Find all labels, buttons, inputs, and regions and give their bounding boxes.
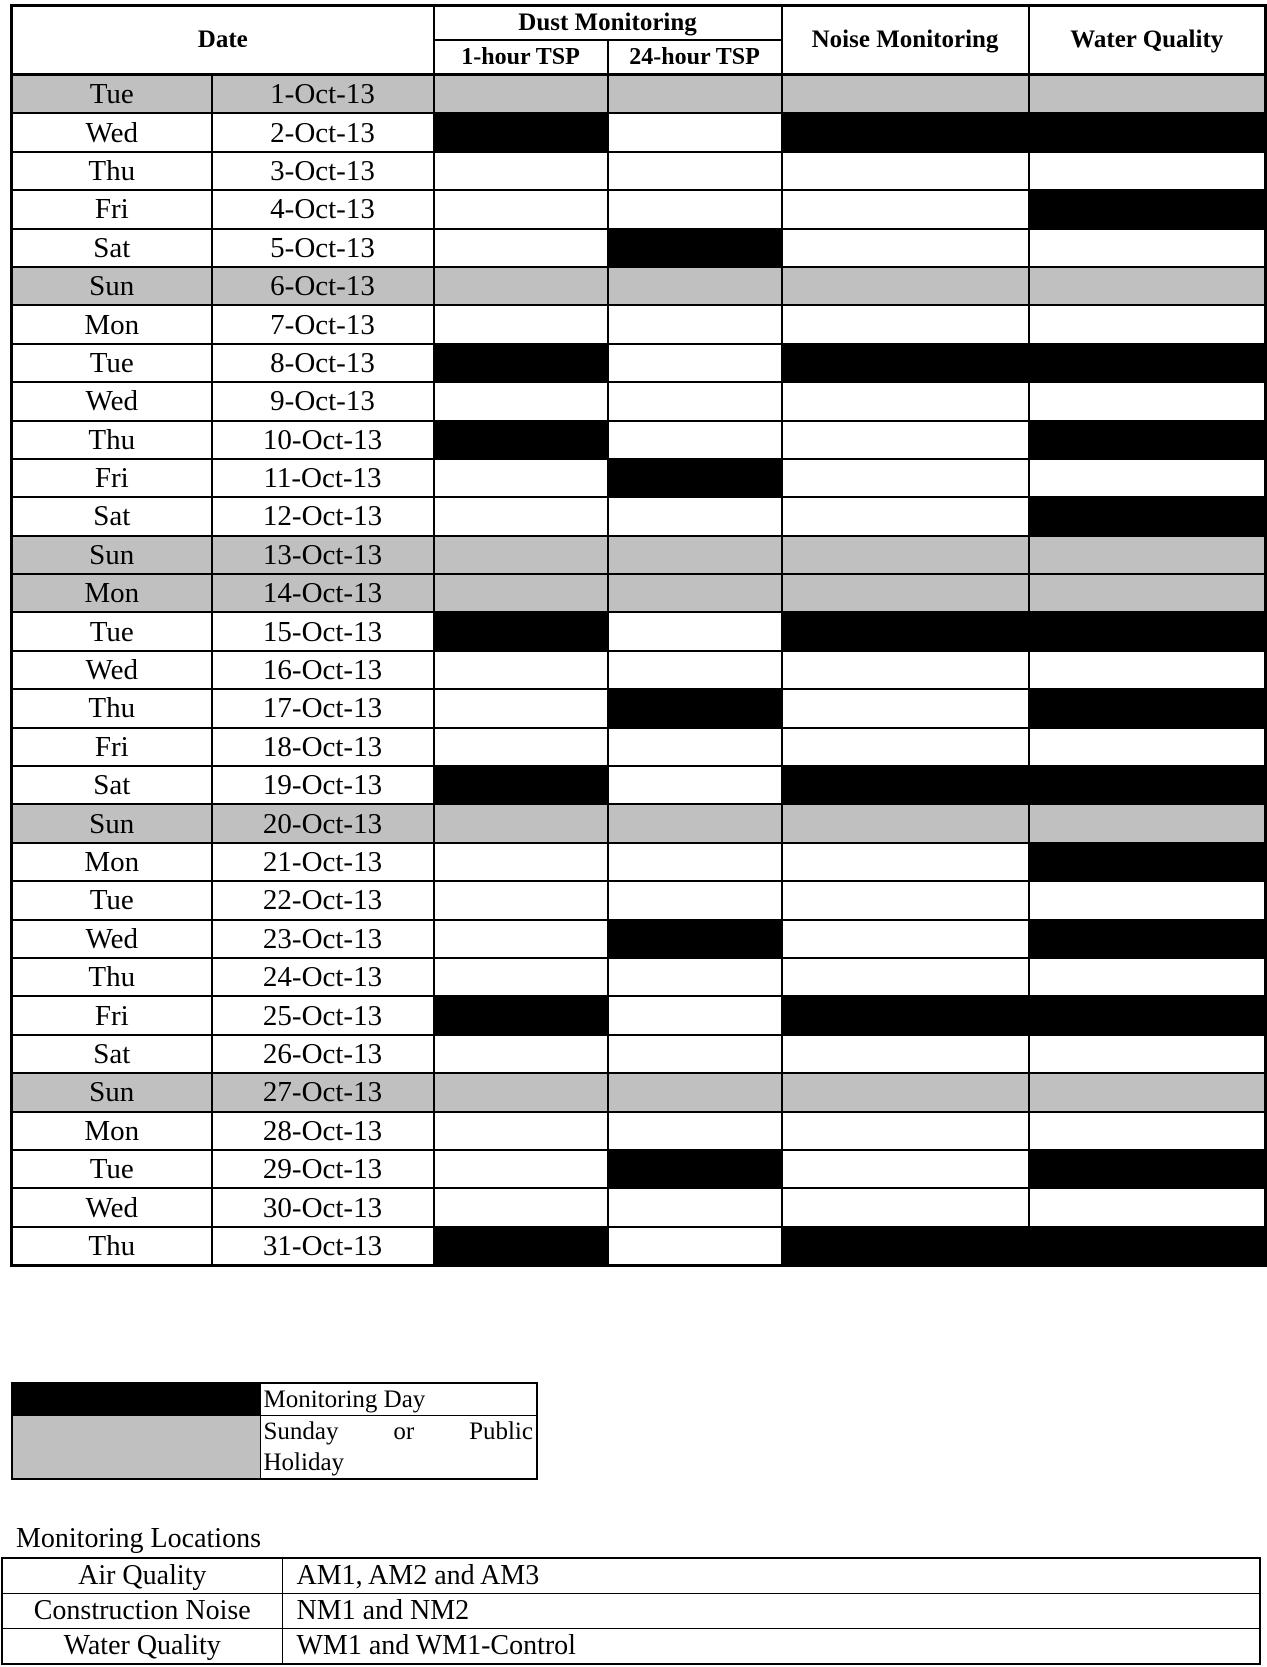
day-cell: Sun <box>12 804 212 842</box>
day-cell: Fri <box>12 459 212 497</box>
tsp-1-hour-cell <box>434 113 608 151</box>
tsp-24-hour-cell <box>608 190 782 228</box>
tsp-1-hour-cell <box>434 920 608 958</box>
tsp-24-hour-cell <box>608 1073 782 1111</box>
water-cell <box>1029 766 1266 804</box>
schedule-row <box>12 574 1266 612</box>
date-cell: 24-Oct-13 <box>212 958 434 996</box>
schedule-row <box>12 651 1266 689</box>
monitoring-locations-title: Monitoring Locations <box>16 1523 261 1554</box>
day-cell: Sun <box>12 267 212 305</box>
schedule-row <box>12 612 1266 650</box>
noise-cell <box>782 305 1029 343</box>
tsp-1-hour-cell <box>434 1150 608 1188</box>
schedule-row <box>12 113 1266 151</box>
water-cell <box>1029 843 1266 881</box>
water-cell <box>1029 459 1266 497</box>
monitoring-locations-table <box>1 1557 1261 1665</box>
noise-cell <box>782 1035 1029 1073</box>
date-cell: 29-Oct-13 <box>212 1150 434 1188</box>
schedule-row <box>12 152 1266 190</box>
date-cell: 21-Oct-13 <box>212 843 434 881</box>
noise-cell <box>782 113 1029 151</box>
noise-cell <box>782 766 1029 804</box>
schedule-row <box>12 728 1266 766</box>
water-cell <box>1029 574 1266 612</box>
water-cell <box>1029 881 1266 919</box>
water-cell <box>1029 305 1266 343</box>
day-cell: Mon <box>12 843 212 881</box>
header-dust-monitoring: Dust Monitoring <box>434 6 782 41</box>
noise-cell <box>782 1188 1029 1226</box>
schedule-row <box>12 920 1266 958</box>
location-category: Water Quality <box>2 1629 282 1665</box>
noise-cell <box>782 382 1029 420</box>
day-cell: Fri <box>12 190 212 228</box>
date-cell: 11-Oct-13 <box>212 459 434 497</box>
tsp-24-hour-cell <box>608 689 782 727</box>
schedule-row <box>12 804 1266 842</box>
legend-monitoring-day: Monitoring Day <box>260 1383 537 1416</box>
day-cell: Mon <box>12 305 212 343</box>
tsp-24-hour-cell <box>608 612 782 650</box>
tsp-1-hour-cell <box>434 497 608 535</box>
water-cell <box>1029 229 1266 267</box>
day-cell: Tue <box>12 881 212 919</box>
tsp-1-hour-cell <box>434 536 608 574</box>
water-cell <box>1029 421 1266 459</box>
day-cell: Thu <box>12 958 212 996</box>
schedule-row <box>12 75 1266 114</box>
location-row <box>2 1594 1260 1629</box>
tsp-24-hour-cell <box>608 1150 782 1188</box>
noise-cell <box>782 190 1029 228</box>
tsp-24-hour-cell <box>608 804 782 842</box>
tsp-24-hour-cell <box>608 1035 782 1073</box>
tsp-24-hour-cell <box>608 843 782 881</box>
day-cell: Tue <box>12 612 212 650</box>
date-cell: 12-Oct-13 <box>212 497 434 535</box>
tsp-24-hour-cell <box>608 497 782 535</box>
date-cell: 28-Oct-13 <box>212 1112 434 1150</box>
tsp-1-hour-cell <box>434 689 608 727</box>
water-cell <box>1029 536 1266 574</box>
legend-word: Sunday <box>263 1418 339 1445</box>
water-cell <box>1029 497 1266 535</box>
noise-cell <box>782 459 1029 497</box>
day-cell: Sun <box>12 536 212 574</box>
date-cell: 3-Oct-13 <box>212 152 434 190</box>
water-cell <box>1029 1035 1266 1073</box>
schedule-row <box>12 1073 1266 1111</box>
location-category: Air Quality <box>2 1558 282 1594</box>
tsp-24-hour-cell <box>608 421 782 459</box>
day-cell: Mon <box>12 574 212 612</box>
tsp-1-hour-cell <box>434 1112 608 1150</box>
day-cell: Thu <box>12 689 212 727</box>
tsp-1-hour-cell <box>434 344 608 382</box>
noise-cell <box>782 920 1029 958</box>
schedule-row <box>12 459 1266 497</box>
tsp-24-hour-cell <box>608 651 782 689</box>
water-cell <box>1029 382 1266 420</box>
date-cell: 20-Oct-13 <box>212 804 434 842</box>
noise-cell <box>782 689 1029 727</box>
date-cell: 22-Oct-13 <box>212 881 434 919</box>
tsp-24-hour-cell <box>608 1188 782 1226</box>
header-1-hour-tsp: 1-hour TSP <box>434 40 608 75</box>
day-cell: Wed <box>12 920 212 958</box>
noise-cell <box>782 1073 1029 1111</box>
schedule-row <box>12 497 1266 535</box>
water-cell <box>1029 651 1266 689</box>
noise-cell <box>782 651 1029 689</box>
water-cell <box>1029 612 1266 650</box>
tsp-1-hour-cell <box>434 881 608 919</box>
tsp-24-hour-cell <box>608 75 782 114</box>
day-cell: Sun <box>12 1073 212 1111</box>
water-cell <box>1029 75 1266 114</box>
noise-cell <box>782 728 1029 766</box>
water-cell <box>1029 1073 1266 1111</box>
tsp-24-hour-cell <box>608 459 782 497</box>
tsp-24-hour-cell <box>608 574 782 612</box>
schedule-row <box>12 1227 1266 1266</box>
schedule-row <box>12 305 1266 343</box>
day-cell: Wed <box>12 1188 212 1226</box>
noise-cell <box>782 1150 1029 1188</box>
tsp-24-hour-cell <box>608 958 782 996</box>
noise-cell <box>782 958 1029 996</box>
date-cell: 23-Oct-13 <box>212 920 434 958</box>
noise-cell <box>782 612 1029 650</box>
schedule-row <box>12 1035 1266 1073</box>
tsp-24-hour-cell <box>608 996 782 1034</box>
date-cell: 25-Oct-13 <box>212 996 434 1034</box>
noise-cell <box>782 1227 1029 1266</box>
water-cell <box>1029 958 1266 996</box>
tsp-1-hour-cell <box>434 651 608 689</box>
date-cell: 8-Oct-13 <box>212 344 434 382</box>
schedule-row <box>12 344 1266 382</box>
tsp-1-hour-cell <box>434 843 608 881</box>
water-cell <box>1029 728 1266 766</box>
water-cell <box>1029 1227 1266 1266</box>
noise-cell <box>782 881 1029 919</box>
water-cell <box>1029 1188 1266 1226</box>
header-date: Date <box>12 6 434 75</box>
legend <box>11 1382 538 1480</box>
day-cell: Sat <box>12 229 212 267</box>
location-stations: WM1 and WM1-Control <box>282 1629 1260 1665</box>
tsp-24-hour-cell <box>608 344 782 382</box>
schedule-row <box>12 421 1266 459</box>
day-cell: Thu <box>12 1227 212 1266</box>
schedule-row <box>12 689 1266 727</box>
schedule-row <box>12 229 1266 267</box>
schedule-row <box>12 1112 1266 1150</box>
water-cell <box>1029 190 1266 228</box>
header-24-hour-tsp: 24-hour TSP <box>608 40 782 75</box>
noise-cell <box>782 804 1029 842</box>
date-cell: 17-Oct-13 <box>212 689 434 727</box>
noise-cell <box>782 267 1029 305</box>
noise-cell <box>782 574 1029 612</box>
monitoring-schedule-table <box>10 4 1267 1267</box>
noise-cell <box>782 344 1029 382</box>
water-cell <box>1029 1150 1266 1188</box>
date-cell: 1-Oct-13 <box>212 75 434 114</box>
date-cell: 13-Oct-13 <box>212 536 434 574</box>
water-cell <box>1029 804 1266 842</box>
schedule-row <box>12 382 1266 420</box>
day-cell: Mon <box>12 1112 212 1150</box>
day-cell: Thu <box>12 152 212 190</box>
tsp-24-hour-cell <box>608 305 782 343</box>
tsp-1-hour-cell <box>434 152 608 190</box>
day-cell: Fri <box>12 996 212 1034</box>
tsp-24-hour-cell <box>608 1227 782 1266</box>
header-noise-monitoring: Noise Monitoring <box>782 6 1029 75</box>
tsp-1-hour-cell <box>434 804 608 842</box>
noise-cell <box>782 1112 1029 1150</box>
day-cell: Sat <box>12 497 212 535</box>
tsp-24-hour-cell <box>608 536 782 574</box>
tsp-1-hour-cell <box>434 996 608 1034</box>
tsp-1-hour-cell <box>434 766 608 804</box>
date-cell: 15-Oct-13 <box>212 612 434 650</box>
noise-cell <box>782 536 1029 574</box>
tsp-24-hour-cell <box>608 113 782 151</box>
tsp-1-hour-cell <box>434 382 608 420</box>
date-cell: 6-Oct-13 <box>212 267 434 305</box>
day-cell: Sat <box>12 766 212 804</box>
legend-swatch-sunday-holiday <box>12 1416 260 1480</box>
legend-swatch-monitoring-day <box>12 1383 260 1416</box>
date-cell: 30-Oct-13 <box>212 1188 434 1226</box>
water-cell <box>1029 996 1266 1034</box>
tsp-1-hour-cell <box>434 229 608 267</box>
tsp-1-hour-cell <box>434 1188 608 1226</box>
day-cell: Wed <box>12 382 212 420</box>
date-cell: 7-Oct-13 <box>212 305 434 343</box>
location-row <box>2 1629 1260 1665</box>
tsp-1-hour-cell <box>434 305 608 343</box>
date-cell: 14-Oct-13 <box>212 574 434 612</box>
noise-cell <box>782 497 1029 535</box>
water-cell <box>1029 267 1266 305</box>
schedule-row <box>12 958 1266 996</box>
date-cell: 2-Oct-13 <box>212 113 434 151</box>
day-cell: Sat <box>12 1035 212 1073</box>
day-cell: Tue <box>12 75 212 114</box>
tsp-1-hour-cell <box>434 574 608 612</box>
tsp-24-hour-cell <box>608 382 782 420</box>
date-cell: 19-Oct-13 <box>212 766 434 804</box>
tsp-1-hour-cell <box>434 75 608 114</box>
tsp-24-hour-cell <box>608 267 782 305</box>
date-cell: 26-Oct-13 <box>212 1035 434 1073</box>
day-cell: Tue <box>12 344 212 382</box>
noise-cell <box>782 421 1029 459</box>
date-cell: 4-Oct-13 <box>212 190 434 228</box>
tsp-24-hour-cell <box>608 881 782 919</box>
legend-word: Holiday <box>263 1449 345 1476</box>
schedule-row <box>12 766 1266 804</box>
day-cell: Wed <box>12 113 212 151</box>
header-water-quality: Water Quality <box>1029 6 1266 75</box>
legend-sunday-holiday <box>260 1416 537 1480</box>
location-stations: AM1, AM2 and AM3 <box>282 1558 1260 1594</box>
date-cell: 27-Oct-13 <box>212 1073 434 1111</box>
schedule-row <box>12 267 1266 305</box>
noise-cell <box>782 996 1029 1034</box>
tsp-24-hour-cell <box>608 766 782 804</box>
tsp-24-hour-cell <box>608 920 782 958</box>
date-cell: 10-Oct-13 <box>212 421 434 459</box>
water-cell <box>1029 344 1266 382</box>
water-cell <box>1029 689 1266 727</box>
day-cell: Tue <box>12 1150 212 1188</box>
date-cell: 16-Oct-13 <box>212 651 434 689</box>
tsp-1-hour-cell <box>434 958 608 996</box>
tsp-1-hour-cell <box>434 459 608 497</box>
tsp-1-hour-cell <box>434 1227 608 1266</box>
schedule-body <box>12 75 1266 1266</box>
schedule-row <box>12 1150 1266 1188</box>
date-cell: 31-Oct-13 <box>212 1227 434 1266</box>
location-category: Construction Noise <box>2 1594 282 1629</box>
noise-cell <box>782 75 1029 114</box>
schedule-row <box>12 190 1266 228</box>
tsp-24-hour-cell <box>608 152 782 190</box>
date-cell: 5-Oct-13 <box>212 229 434 267</box>
noise-cell <box>782 229 1029 267</box>
noise-cell <box>782 843 1029 881</box>
legend-word: Public <box>469 1418 533 1445</box>
legend-word: or <box>393 1418 415 1445</box>
tsp-1-hour-cell <box>434 728 608 766</box>
tsp-1-hour-cell <box>434 190 608 228</box>
schedule-row <box>12 1188 1266 1226</box>
tsp-1-hour-cell <box>434 1035 608 1073</box>
tsp-24-hour-cell <box>608 229 782 267</box>
water-cell <box>1029 152 1266 190</box>
tsp-24-hour-cell <box>608 728 782 766</box>
tsp-24-hour-cell <box>608 1112 782 1150</box>
noise-cell <box>782 152 1029 190</box>
water-cell <box>1029 113 1266 151</box>
tsp-1-hour-cell <box>434 267 608 305</box>
day-cell: Fri <box>12 728 212 766</box>
date-cell: 18-Oct-13 <box>212 728 434 766</box>
schedule-row <box>12 996 1266 1034</box>
tsp-1-hour-cell <box>434 421 608 459</box>
day-cell: Thu <box>12 421 212 459</box>
day-cell: Wed <box>12 651 212 689</box>
date-cell: 9-Oct-13 <box>212 382 434 420</box>
tsp-1-hour-cell <box>434 1073 608 1111</box>
location-row <box>2 1558 1260 1594</box>
water-cell <box>1029 1112 1266 1150</box>
schedule-row <box>12 843 1266 881</box>
location-stations: NM1 and NM2 <box>282 1594 1260 1629</box>
schedule-row <box>12 536 1266 574</box>
tsp-1-hour-cell <box>434 612 608 650</box>
schedule-row <box>12 881 1266 919</box>
water-cell <box>1029 920 1266 958</box>
